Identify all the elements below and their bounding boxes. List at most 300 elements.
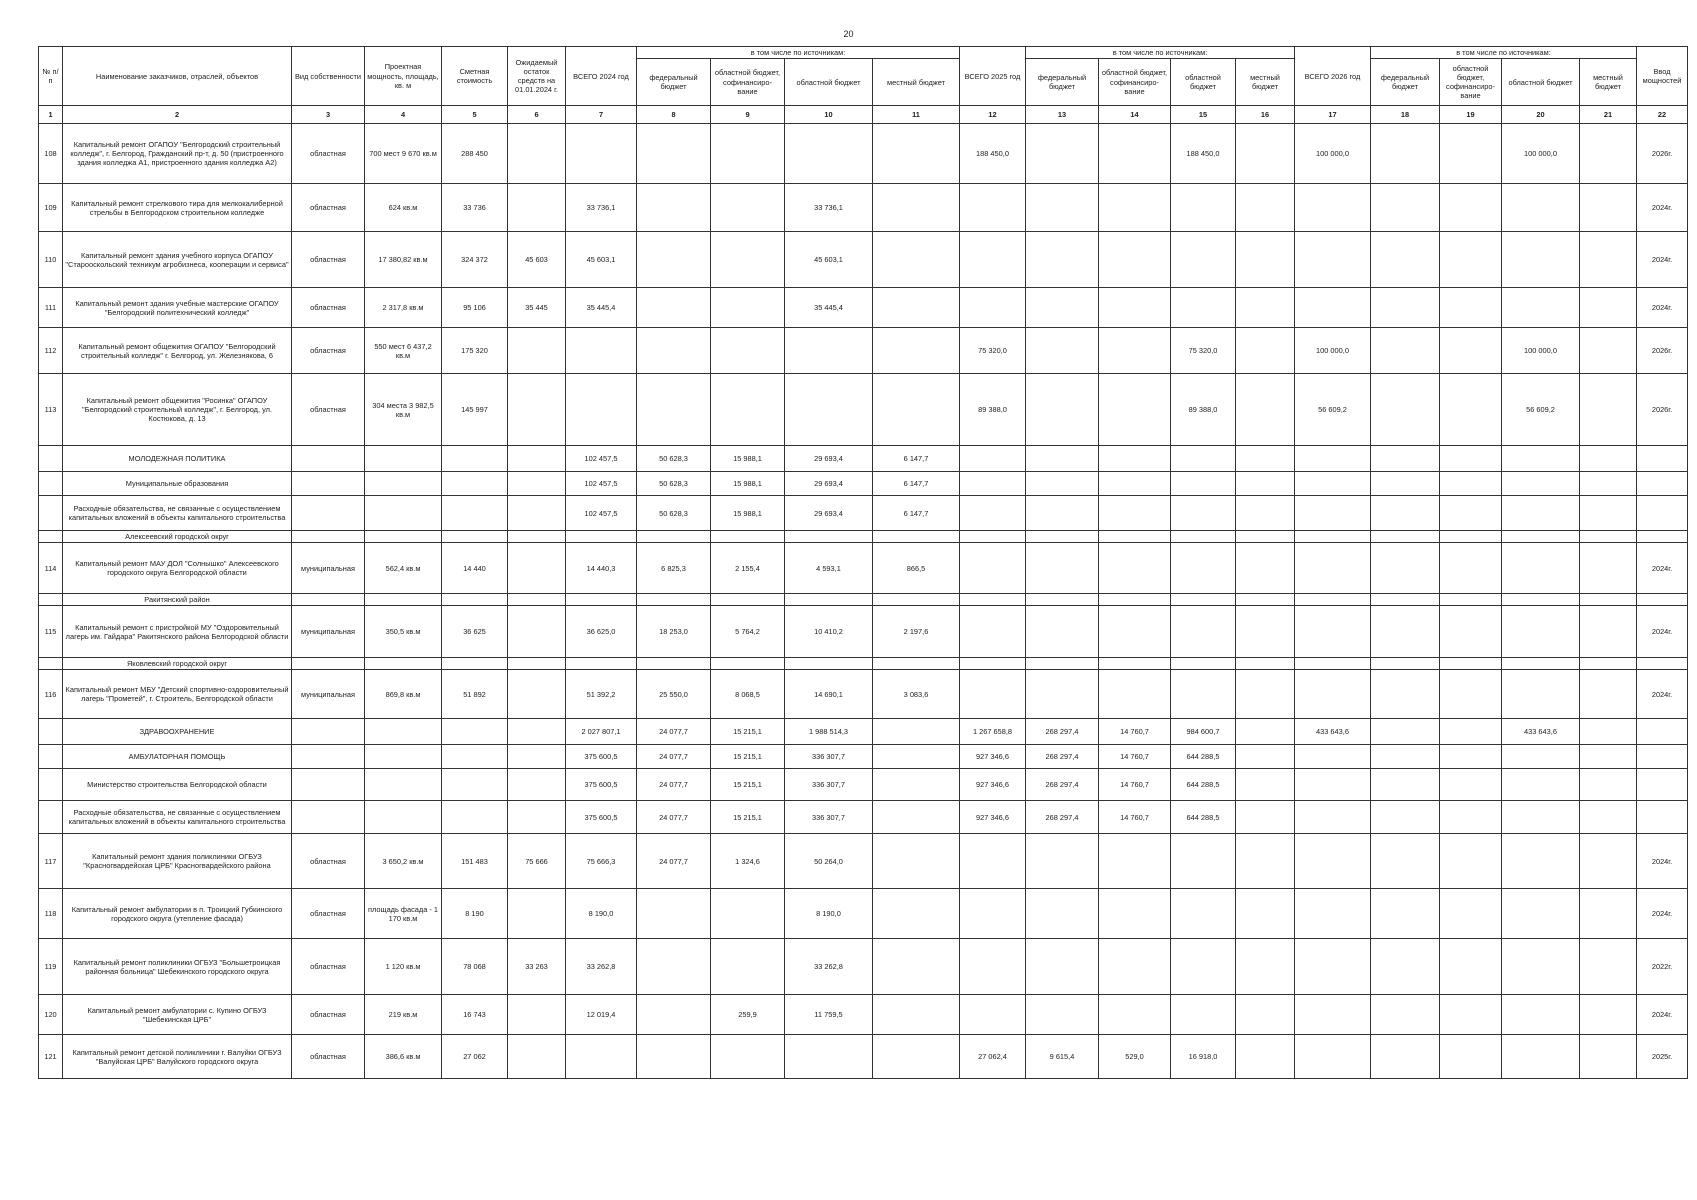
table-row <box>39 889 1688 939</box>
value-c9 <box>711 184 785 232</box>
object-name: Капитальный ремонт детской поликлиники г. Валуйки ОГБУЗ "Валуйская ЦРБ" Валуйского городского округа <box>63 1035 292 1079</box>
design-capacity: 869,8 кв.м <box>365 670 442 719</box>
section-value-c21 <box>1580 745 1637 769</box>
empty-cell <box>292 472 365 496</box>
expected-remainder: 75 666 <box>508 834 566 889</box>
value-c7 <box>566 328 637 374</box>
empty-cell <box>508 496 566 531</box>
section-value-c8: 50 628,3 <box>637 496 711 531</box>
section-value-c13 <box>1026 446 1099 472</box>
value-c7 <box>566 374 637 446</box>
section-value-c20: 433 643,6 <box>1502 719 1580 745</box>
row-number: 115 <box>39 606 63 658</box>
header-cofin-2026: областной бюджет, софинансиро-вание <box>1440 59 1502 106</box>
commissioning-year: 2024г. <box>1637 670 1688 719</box>
value-c17 <box>1295 889 1371 939</box>
value-c14 <box>1099 232 1171 288</box>
empty-cell <box>1580 531 1637 543</box>
empty-cell <box>508 594 566 606</box>
empty-cell <box>1637 594 1688 606</box>
section-value-c20 <box>1502 496 1580 531</box>
column-number: 14 <box>1099 106 1171 124</box>
value-c10: 35 445,4 <box>785 288 873 328</box>
value-c9: 259,9 <box>711 995 785 1035</box>
value-c18 <box>1371 606 1440 658</box>
ownership-type: областная <box>292 1035 365 1079</box>
section-value-c19 <box>1440 769 1502 801</box>
value-c15 <box>1171 889 1236 939</box>
section-value-c17 <box>1295 446 1371 472</box>
table-row <box>39 232 1688 288</box>
region-row <box>39 531 1688 543</box>
section-value-c13: 268 297,4 <box>1026 769 1099 801</box>
value-c14 <box>1099 543 1171 594</box>
empty-cell <box>442 745 508 769</box>
estimated-cost: 16 743 <box>442 995 508 1035</box>
empty-cell <box>365 719 442 745</box>
value-c8: 24 077,7 <box>637 834 711 889</box>
value-c21 <box>1580 328 1637 374</box>
value-c14 <box>1099 995 1171 1035</box>
value-c15 <box>1171 184 1236 232</box>
empty-cell <box>508 769 566 801</box>
empty-cell <box>365 658 442 670</box>
section-value-c19 <box>1440 745 1502 769</box>
value-c17 <box>1295 232 1371 288</box>
estimated-cost: 8 190 <box>442 889 508 939</box>
expected-remainder <box>508 995 566 1035</box>
value-c20: 100 000,0 <box>1502 124 1580 184</box>
section-value-c16 <box>1236 719 1295 745</box>
expected-remainder <box>508 606 566 658</box>
ownership-type: областная <box>292 124 365 184</box>
column-number-row <box>39 106 1688 124</box>
value-c12 <box>960 288 1026 328</box>
table-row <box>39 288 1688 328</box>
section-value-c8: 50 628,3 <box>637 472 711 496</box>
section-value-c11 <box>873 719 960 745</box>
empty-cell <box>637 594 711 606</box>
column-number: 20 <box>1502 106 1580 124</box>
row-number: 117 <box>39 834 63 889</box>
value-c13 <box>1026 889 1099 939</box>
header-commissioning: Ввод мощностей <box>1637 47 1688 106</box>
column-number: 8 <box>637 106 711 124</box>
value-c17 <box>1295 543 1371 594</box>
value-c13 <box>1026 995 1099 1035</box>
object-name: Капитальный ремонт общежития "Росинка" ОГАПОУ "Белгородский строительный колледж", г. Белгород, ул. Костюкова, д. 13 <box>63 374 292 446</box>
empty-cell <box>365 446 442 472</box>
value-c15 <box>1171 288 1236 328</box>
value-c15: 75 320,0 <box>1171 328 1236 374</box>
section-value-c9: 15 215,1 <box>711 769 785 801</box>
empty-cell <box>785 594 873 606</box>
empty-cell <box>1637 719 1688 745</box>
empty-cell <box>1637 446 1688 472</box>
object-name: Капитальный ремонт ОГАПОУ "Белгородский строительный колледж", г. Белгород, Гражданский пр-т, д. 50 (пристроенного здания колледжа А1, пристроенного здания колледжа А2) <box>63 124 292 184</box>
value-c7: 75 666,3 <box>566 834 637 889</box>
empty-cell <box>873 594 960 606</box>
section-value-c9: 15 215,1 <box>711 719 785 745</box>
value-c12 <box>960 995 1026 1035</box>
empty-cell <box>508 446 566 472</box>
empty-cell <box>365 594 442 606</box>
value-c20 <box>1502 184 1580 232</box>
value-c21 <box>1580 995 1637 1035</box>
row-number: 113 <box>39 374 63 446</box>
value-c10 <box>785 1035 873 1079</box>
value-c8 <box>637 995 711 1035</box>
value-c20 <box>1502 232 1580 288</box>
empty-cell <box>442 472 508 496</box>
row-number: 109 <box>39 184 63 232</box>
section-row <box>39 769 1688 801</box>
empty-cell <box>508 658 566 670</box>
section-name: ЗДРАВООХРАНЕНИЕ <box>63 719 292 745</box>
value-c16 <box>1236 889 1295 939</box>
header-local-2024: местный бюджет <box>873 59 960 106</box>
section-value-c18 <box>1371 472 1440 496</box>
section-row <box>39 745 1688 769</box>
value-c16 <box>1236 1035 1295 1079</box>
value-c15 <box>1171 939 1236 995</box>
section-value-c12: 1 267 658,8 <box>960 719 1026 745</box>
ownership-type: областная <box>292 184 365 232</box>
section-value-c8: 24 077,7 <box>637 769 711 801</box>
value-c14 <box>1099 374 1171 446</box>
value-c16 <box>1236 834 1295 889</box>
section-value-c9: 15 215,1 <box>711 801 785 834</box>
ownership-type: областная <box>292 889 365 939</box>
empty-cell <box>873 658 960 670</box>
value-c17 <box>1295 184 1371 232</box>
value-c10: 4 593,1 <box>785 543 873 594</box>
table-row <box>39 184 1688 232</box>
section-value-c13: 268 297,4 <box>1026 801 1099 834</box>
value-c19 <box>1440 889 1502 939</box>
header-total-2025: ВСЕГО 2025 год <box>960 47 1026 106</box>
value-c9: 1 324,6 <box>711 834 785 889</box>
value-c13: 9 615,4 <box>1026 1035 1099 1079</box>
section-value-c17 <box>1295 801 1371 834</box>
design-capacity: 219 кв.м <box>365 995 442 1035</box>
expected-remainder <box>508 374 566 446</box>
value-c9 <box>711 232 785 288</box>
empty-cell <box>292 594 365 606</box>
value-c16 <box>1236 232 1295 288</box>
empty-cell <box>711 531 785 543</box>
empty-cell <box>1026 531 1099 543</box>
empty-cell <box>1637 658 1688 670</box>
value-c12: 89 388,0 <box>960 374 1026 446</box>
column-number: 16 <box>1236 106 1295 124</box>
value-c13 <box>1026 374 1099 446</box>
empty-cell <box>508 719 566 745</box>
value-c14: 529,0 <box>1099 1035 1171 1079</box>
empty-cell <box>1171 658 1236 670</box>
value-c14 <box>1099 288 1171 328</box>
section-value-c15: 984 600,7 <box>1171 719 1236 745</box>
column-number: 18 <box>1371 106 1440 124</box>
section-value-c10: 336 307,7 <box>785 801 873 834</box>
section-value-c11 <box>873 769 960 801</box>
value-c13 <box>1026 184 1099 232</box>
value-c19 <box>1440 124 1502 184</box>
section-value-c15 <box>1171 472 1236 496</box>
design-capacity: 2 317,8 кв.м <box>365 288 442 328</box>
estimated-cost: 14 440 <box>442 543 508 594</box>
expected-remainder: 33 263 <box>508 939 566 995</box>
commissioning-year: 2024г. <box>1637 184 1688 232</box>
section-value-c9: 15 988,1 <box>711 472 785 496</box>
design-capacity: 17 380,82 кв.м <box>365 232 442 288</box>
value-c13 <box>1026 124 1099 184</box>
column-number: 21 <box>1580 106 1637 124</box>
value-c18 <box>1371 670 1440 719</box>
value-c13 <box>1026 232 1099 288</box>
commissioning-year: 2024г. <box>1637 995 1688 1035</box>
value-c20 <box>1502 670 1580 719</box>
section-value-c19 <box>1440 801 1502 834</box>
object-name: Капитальный ремонт здания учебного корпуса ОГАПОУ "Старооскольский техникум агробизнеса, кооперации и сервиса" <box>63 232 292 288</box>
value-c8 <box>637 184 711 232</box>
ownership-type: областная <box>292 834 365 889</box>
value-c18 <box>1371 889 1440 939</box>
value-c17: 56 609,2 <box>1295 374 1371 446</box>
empty-cell <box>442 801 508 834</box>
region-name: Ракитянский район <box>63 594 292 606</box>
commissioning-year: 2024г. <box>1637 232 1688 288</box>
section-value-c21 <box>1580 719 1637 745</box>
section-name: МОЛОДЕЖНАЯ ПОЛИТИКА <box>63 446 292 472</box>
empty-cell <box>785 531 873 543</box>
section-value-c10: 29 693,4 <box>785 446 873 472</box>
design-capacity: 3 650,2 кв.м <box>365 834 442 889</box>
value-c15 <box>1171 232 1236 288</box>
object-name: Капитальный ремонт здания учебные мастерские ОГАПОУ "Белгородский политехнический колледж" <box>63 288 292 328</box>
value-c9 <box>711 328 785 374</box>
value-c14 <box>1099 670 1171 719</box>
value-c13 <box>1026 543 1099 594</box>
value-c12: 27 062,4 <box>960 1035 1026 1079</box>
value-c18 <box>1371 543 1440 594</box>
section-value-c11 <box>873 801 960 834</box>
commissioning-year: 2024г. <box>1637 543 1688 594</box>
table-row <box>39 1035 1688 1079</box>
column-number: 13 <box>1026 106 1099 124</box>
section-value-c12 <box>960 446 1026 472</box>
header-regional-2026: областной бюджет <box>1502 59 1580 106</box>
estimated-cost: 78 068 <box>442 939 508 995</box>
column-number: 10 <box>785 106 873 124</box>
empty-cell <box>1171 594 1236 606</box>
section-value-c16 <box>1236 769 1295 801</box>
empty-cell <box>1502 658 1580 670</box>
empty-cell <box>292 769 365 801</box>
value-c10: 33 736,1 <box>785 184 873 232</box>
value-c7: 35 445,4 <box>566 288 637 328</box>
value-c10: 45 603,1 <box>785 232 873 288</box>
value-c10: 50 264,0 <box>785 834 873 889</box>
value-c17: 100 000,0 <box>1295 124 1371 184</box>
empty-cell <box>508 745 566 769</box>
section-value-c21 <box>1580 769 1637 801</box>
row-number: 114 <box>39 543 63 594</box>
value-c9 <box>711 288 785 328</box>
empty-cell <box>566 658 637 670</box>
value-c9 <box>711 939 785 995</box>
value-c9 <box>711 1035 785 1079</box>
empty-cell <box>1026 594 1099 606</box>
empty-cell <box>1637 531 1688 543</box>
section-name: АМБУЛАТОРНАЯ ПОМОЩЬ <box>63 745 292 769</box>
section-value-c20 <box>1502 745 1580 769</box>
value-c15: 16 918,0 <box>1171 1035 1236 1079</box>
header-name: Наименование заказчиков, отраслей, объектов <box>63 47 292 106</box>
ownership-type: областная <box>292 328 365 374</box>
value-c21 <box>1580 232 1637 288</box>
value-c11 <box>873 939 960 995</box>
section-value-c12 <box>960 496 1026 531</box>
value-c18 <box>1371 995 1440 1035</box>
empty-cell <box>365 472 442 496</box>
section-value-c13: 268 297,4 <box>1026 719 1099 745</box>
value-c19 <box>1440 834 1502 889</box>
value-c19 <box>1440 1035 1502 1079</box>
row-number: 119 <box>39 939 63 995</box>
section-value-c19 <box>1440 446 1502 472</box>
value-c16 <box>1236 606 1295 658</box>
value-c12 <box>960 606 1026 658</box>
section-value-c12: 927 346,6 <box>960 801 1026 834</box>
section-value-c7: 102 457,5 <box>566 472 637 496</box>
value-c14 <box>1099 889 1171 939</box>
value-c16 <box>1236 995 1295 1035</box>
column-number: 9 <box>711 106 785 124</box>
row-number-empty <box>39 472 63 496</box>
column-number: 17 <box>1295 106 1371 124</box>
value-c12 <box>960 184 1026 232</box>
empty-cell <box>442 496 508 531</box>
value-c10: 11 759,5 <box>785 995 873 1035</box>
row-number-empty <box>39 531 63 543</box>
table-row <box>39 543 1688 594</box>
value-c13 <box>1026 670 1099 719</box>
expected-remainder <box>508 889 566 939</box>
empty-cell <box>1502 531 1580 543</box>
section-value-c16 <box>1236 496 1295 531</box>
row-number: 121 <box>39 1035 63 1079</box>
value-c16 <box>1236 288 1295 328</box>
value-c17 <box>1295 1035 1371 1079</box>
header-total-2024: ВСЕГО 2024 год <box>566 47 637 106</box>
region-name: Алексеевский городской округ <box>63 531 292 543</box>
empty-cell <box>711 594 785 606</box>
empty-cell <box>637 658 711 670</box>
value-c19 <box>1440 328 1502 374</box>
value-c7: 8 190,0 <box>566 889 637 939</box>
design-capacity: 700 мест 9 670 кв.м <box>365 124 442 184</box>
value-c15 <box>1171 543 1236 594</box>
empty-cell <box>637 531 711 543</box>
design-capacity: 550 мест 6 437,2 кв.м <box>365 328 442 374</box>
empty-cell <box>1637 801 1688 834</box>
value-c7 <box>566 1035 637 1079</box>
page-number: 20 <box>843 29 854 39</box>
value-c8 <box>637 1035 711 1079</box>
estimated-cost: 151 483 <box>442 834 508 889</box>
header-ownership: Вид собственности <box>292 47 365 106</box>
value-c7: 12 019,4 <box>566 995 637 1035</box>
empty-cell <box>1371 658 1440 670</box>
value-c14 <box>1099 124 1171 184</box>
empty-cell <box>1171 531 1236 543</box>
ownership-type: областная <box>292 288 365 328</box>
section-row <box>39 496 1688 531</box>
value-c20 <box>1502 606 1580 658</box>
value-c16 <box>1236 939 1295 995</box>
value-c21 <box>1580 288 1637 328</box>
value-c18 <box>1371 288 1440 328</box>
table-row <box>39 670 1688 719</box>
section-value-c10: 336 307,7 <box>785 769 873 801</box>
section-value-c7: 375 600,5 <box>566 769 637 801</box>
table-row <box>39 834 1688 889</box>
value-c16 <box>1236 374 1295 446</box>
value-c7: 51 392,2 <box>566 670 637 719</box>
design-capacity: площадь фасада - 1 170 кв.м <box>365 889 442 939</box>
value-c16 <box>1236 328 1295 374</box>
ownership-type: областная <box>292 232 365 288</box>
section-value-c17 <box>1295 745 1371 769</box>
empty-cell <box>365 531 442 543</box>
header-sources-2025: в том числе по источникам: <box>1026 47 1295 59</box>
empty-cell <box>1236 658 1295 670</box>
row-number: 118 <box>39 889 63 939</box>
value-c11 <box>873 889 960 939</box>
value-c11 <box>873 328 960 374</box>
expected-remainder <box>508 670 566 719</box>
commissioning-year: 2024г. <box>1637 288 1688 328</box>
empty-cell <box>1637 472 1688 496</box>
value-c11: 3 083,6 <box>873 670 960 719</box>
value-c11: 866,5 <box>873 543 960 594</box>
value-c19 <box>1440 670 1502 719</box>
value-c20 <box>1502 939 1580 995</box>
region-name: Яковлевский городской округ <box>63 658 292 670</box>
expected-remainder: 35 445 <box>508 288 566 328</box>
section-value-c7: 102 457,5 <box>566 446 637 472</box>
value-c21 <box>1580 1035 1637 1079</box>
value-c11 <box>873 288 960 328</box>
object-name: Капитальный ремонт общежития ОГАПОУ "Белгородский строительный колледж" г. Белгород, ул. Железнякова, 6 <box>63 328 292 374</box>
value-c7 <box>566 124 637 184</box>
empty-cell <box>960 531 1026 543</box>
table-row <box>39 995 1688 1035</box>
value-c20: 56 609,2 <box>1502 374 1580 446</box>
estimated-cost: 36 625 <box>442 606 508 658</box>
expected-remainder: 45 603 <box>508 232 566 288</box>
region-row <box>39 658 1688 670</box>
object-name: Капитальный ремонт МБУ "Детский спортивно-оздоровительный лагерь "Прометей", г. Строитель, Белгородской области <box>63 670 292 719</box>
section-value-c10: 29 693,4 <box>785 496 873 531</box>
estimated-cost: 288 450 <box>442 124 508 184</box>
empty-cell <box>292 745 365 769</box>
value-c8: 18 253,0 <box>637 606 711 658</box>
value-c14 <box>1099 184 1171 232</box>
value-c9 <box>711 374 785 446</box>
section-value-c16 <box>1236 472 1295 496</box>
